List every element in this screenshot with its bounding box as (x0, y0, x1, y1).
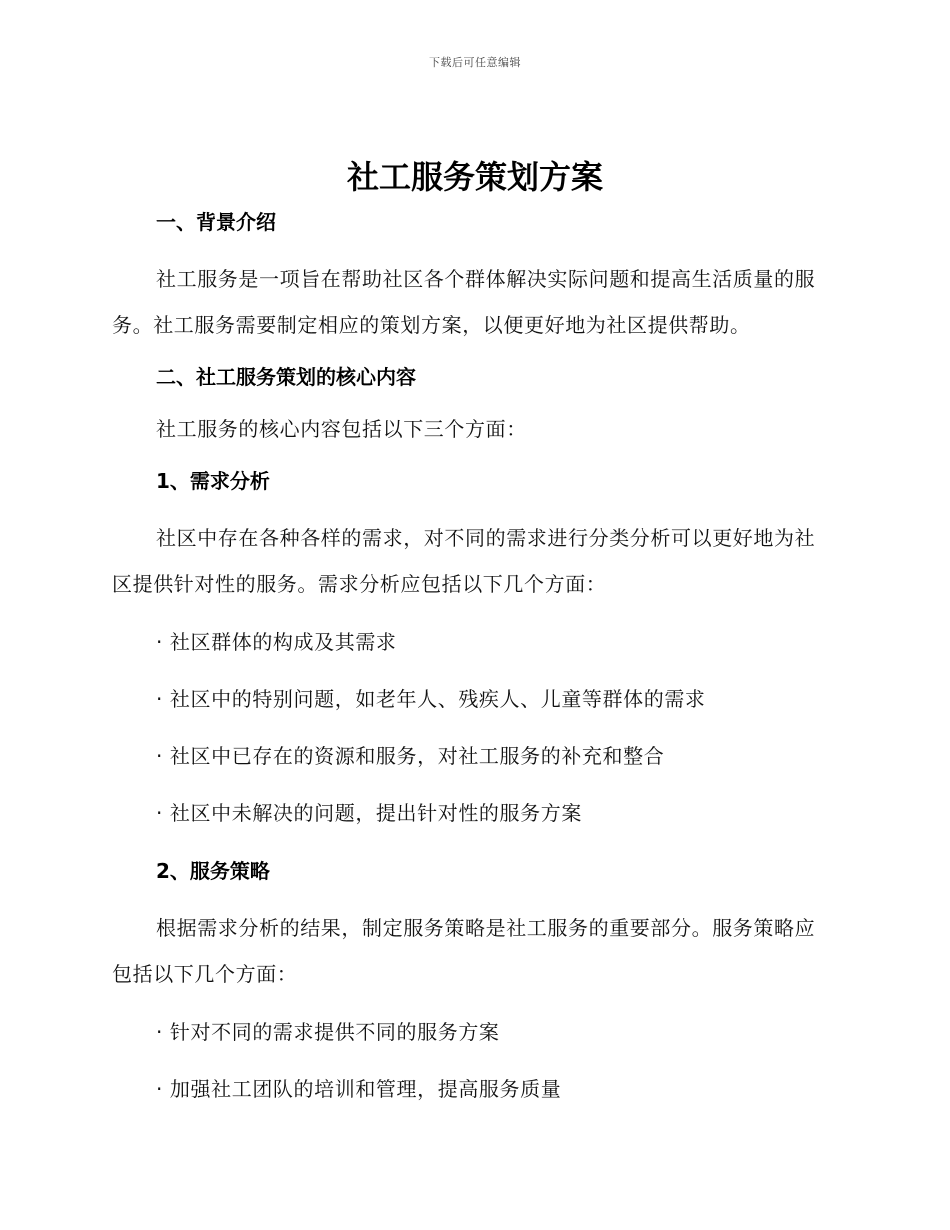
section-1-paragraph: 社工服务是一项旨在帮助社区各个群体解决实际问题和提高生活质量的服务。社工服务需要制定相应的策划方案，以便更好地为社区提供帮助。 (112, 267, 816, 337)
document-body (112, 205, 832, 1106)
section-2-intro: 社工服务的核心内容包括以下三个方面： (156, 417, 527, 441)
page-header: 下载后可任意编辑 (429, 56, 521, 69)
subsection-2-heading: 2、服务策略 (156, 859, 270, 883)
section-2-heading: 二、社工服务策划的核心内容 (156, 365, 416, 389)
subsection-1-bullet: · 社区群体的构成及其需求 (156, 630, 397, 654)
subsection-1-bullet: · 社区中的特别问题，如老年人、残疾人、儿童等群体的需求 (156, 687, 706, 711)
subsection-2-paragraph: 根据需求分析的结果，制定服务策略是社工服务的重要部分。服务策略应包括以下几个方面： (112, 916, 816, 986)
document-title: 社工服务策划方案 (346, 158, 603, 196)
subsection-2-bullet: · 加强社工团队的培训和管理，提高服务质量 (156, 1077, 562, 1101)
subsection-1-bullet: · 社区中已存在的资源和服务，对社工服务的补充和整合 (156, 744, 665, 768)
subsection-1-bullet: · 社区中未解决的问题，提出针对性的服务方案 (156, 801, 582, 825)
section-1-heading: 一、背景介绍 (156, 210, 276, 234)
subsection-1-heading: 1、需求分析 (156, 469, 270, 493)
subsection-1-paragraph: 社区中存在各种各样的需求，对不同的需求进行分类分析可以更好地为社区提供针对性的服务。需求分析应包括以下几个方面： (112, 526, 816, 596)
subsection-2-bullet: · 针对不同的需求提供不同的服务方案 (156, 1020, 500, 1044)
